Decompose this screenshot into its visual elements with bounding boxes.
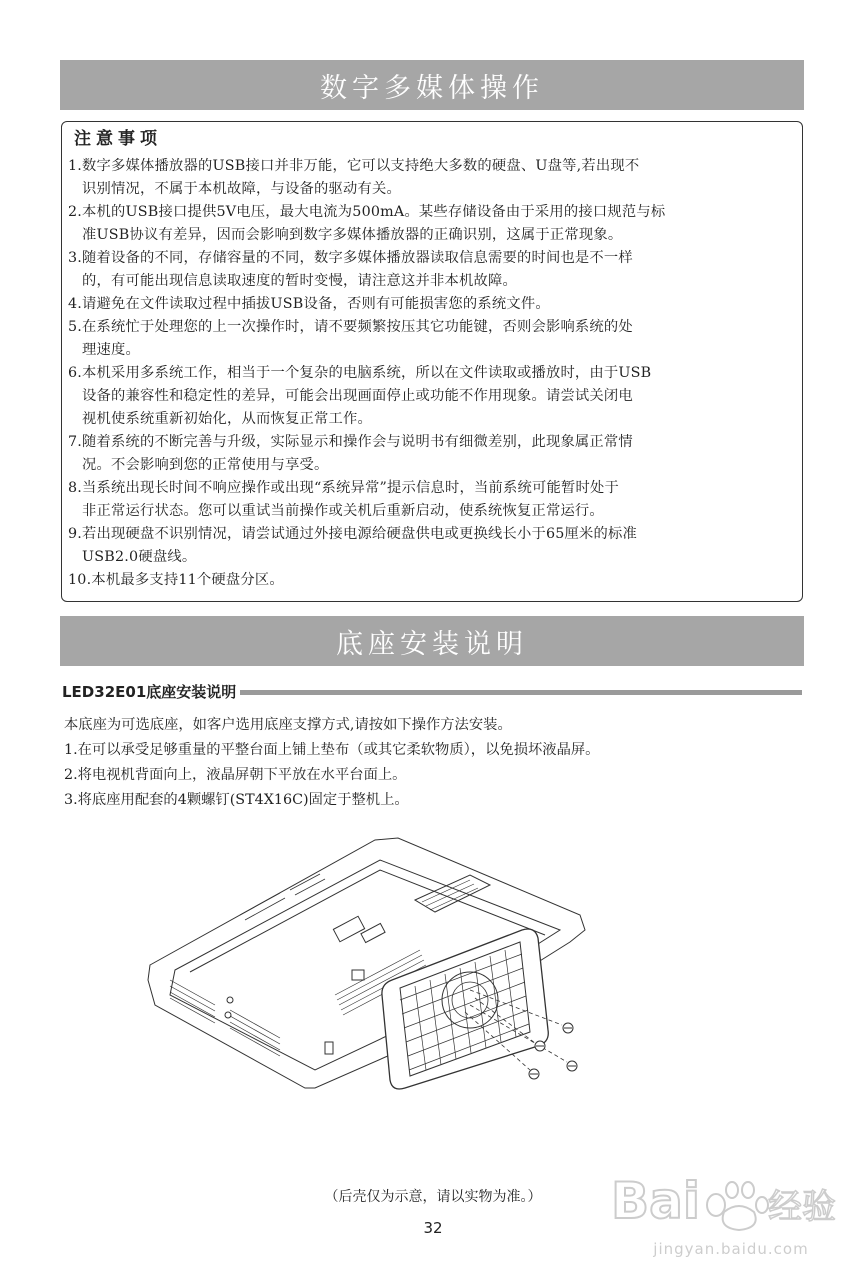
svg-text:经验: 经验	[768, 1187, 836, 1227]
notice-item-number: 5.	[68, 319, 83, 335]
notice-item-text: 数字多媒体播放器的USB接口并非万能，它可以支持绝大多数的硬盘、U盘等,若出现不	[82, 158, 640, 174]
install-instructions	[64, 713, 804, 813]
notice-item-text: 本机的USB接口提供5V电压，最大电流为500mA。某些存储设备由于采用的接口规范与标	[82, 204, 666, 220]
notice-item-line	[68, 523, 796, 546]
notice-item-text: 准USB协议有差异，因而会影响到数字多媒体播放器的正确识别，这属于正常现象。	[82, 227, 623, 243]
baidu-logo-icon	[606, 1160, 856, 1240]
notice-item-number: 7.	[68, 434, 83, 450]
install-step-1: 1.在可以承受足够重量的平整台面上铺上垫布（或其它柔软物质），以免损坏液晶屏。	[64, 742, 600, 758]
page-number: 32	[423, 1219, 443, 1237]
notice-item-text: 当系统出现长时间不响应操作或出现“系统异常”提示信息时，当前系统可能暂时处于	[82, 480, 619, 496]
install-step-2: 2.将电视机背面向上，液晶屏朝下平放在水平台面上。	[64, 767, 407, 783]
figure-caption: （后壳仅为示意，请以实物为准。）	[324, 1189, 542, 1205]
notice-item-text: 在系统忙于处理您的上一次操作时，请不要频繁按压其它功能键，否则会影响系统的处	[82, 319, 633, 335]
notice-item-line	[68, 270, 796, 293]
install-intro: 本底座为可选底座，如客户选用底座支撑方式,请按如下操作方法安装。	[64, 717, 512, 733]
notice-item-line	[68, 546, 796, 569]
notice-item-line	[68, 500, 796, 523]
notice-item-number: 4.	[68, 296, 83, 312]
notice-item-line	[68, 408, 796, 431]
section-title-stand-install: 底座安装说明	[60, 616, 804, 666]
baidu-jingyan-watermark	[606, 1160, 856, 1270]
notice-item-number: 10.	[68, 572, 92, 588]
stand-subheading	[62, 680, 802, 702]
notice-title: 注意事项	[74, 129, 162, 149]
notice-item-line	[68, 569, 796, 592]
notice-item-text: USB2.0硬盘线。	[82, 549, 197, 565]
notice-item-line	[68, 247, 796, 270]
notice-item-text: 请避免在文件读取过程中插拔USB设备，否则有可能损害您的系统文件。	[82, 296, 550, 312]
notice-item-number: 1.	[68, 158, 83, 174]
notice-item-text: 随着系统的不断完善与升级，实际显示和操作会与说明书有细微差别，此现象属正常情	[82, 434, 633, 450]
notice-item-line	[68, 224, 796, 247]
notice-item-number: 9.	[68, 526, 83, 542]
notice-item-line	[68, 201, 796, 224]
notice-item-text: 随着设备的不同，存储容量的不同，数字多媒体播放器读取信息需要的时间也是不一样	[82, 250, 633, 266]
section-title-multimedia: 数字多媒体操作	[60, 60, 804, 110]
watermark-url: jingyan.baidu.com	[653, 1240, 809, 1258]
notice-item-line	[68, 362, 796, 385]
notice-item-number: 3.	[68, 250, 83, 266]
notice-item-text: 本机最多支持11个硬盘分区。	[91, 572, 284, 588]
notice-item-text: 若出现硬盘不识别情况，请尝试通过外接电源给硬盘供电或更换线长小于65厘米的标准	[82, 526, 638, 542]
notice-item-text: 况。不会影响到您的正常使用与享受。	[82, 457, 329, 473]
notice-item-text: 本机采用多系统工作，相当于一个复杂的电脑系统，所以在文件读取或播放时，由于USB	[82, 365, 652, 381]
subheading-label: LED32E01底座安装说明	[62, 682, 237, 701]
notice-box	[61, 121, 803, 602]
notice-item-line	[68, 155, 796, 178]
notice-item-text: 理速度。	[82, 342, 141, 358]
notice-item-number: 6.	[68, 365, 83, 381]
notice-item-line	[68, 293, 796, 316]
svg-text:Bai: Bai	[611, 1172, 700, 1230]
notice-item-line	[68, 477, 796, 500]
notice-item-number: 8.	[68, 480, 83, 496]
install-step-3: 3.将底座用配套的4颗螺钉(ST4X16C)固定于整机上。	[64, 792, 409, 808]
notice-item-number: 2.	[68, 204, 83, 220]
notice-item-line	[68, 454, 796, 477]
stand-installation-illustration	[130, 830, 600, 1100]
subheading-rule	[240, 690, 802, 695]
notice-item-text: 识别情况，不属于本机故障，与设备的驱动有关。	[82, 181, 401, 197]
notice-item-line	[68, 385, 796, 408]
notice-list	[68, 155, 796, 592]
notice-item-line	[68, 339, 796, 362]
notice-item-text: 设备的兼容性和稳定性的差异，可能会出现画面停止或功能不作用现象。请尝试关闭电	[82, 388, 633, 404]
notice-item-line	[68, 178, 796, 201]
notice-item-line	[68, 316, 796, 339]
notice-item-line	[68, 431, 796, 454]
notice-item-text: 非正常运行状态。您可以重试当前操作或关机后重新启动，使系统恢复正常运行。	[82, 503, 604, 519]
notice-item-text: 的，有可能出现信息读取速度的暂时变慢，请注意这并非本机故障。	[82, 273, 517, 289]
notice-item-text: 视机使系统重新初始化，从而恢复正常工作。	[82, 411, 372, 427]
